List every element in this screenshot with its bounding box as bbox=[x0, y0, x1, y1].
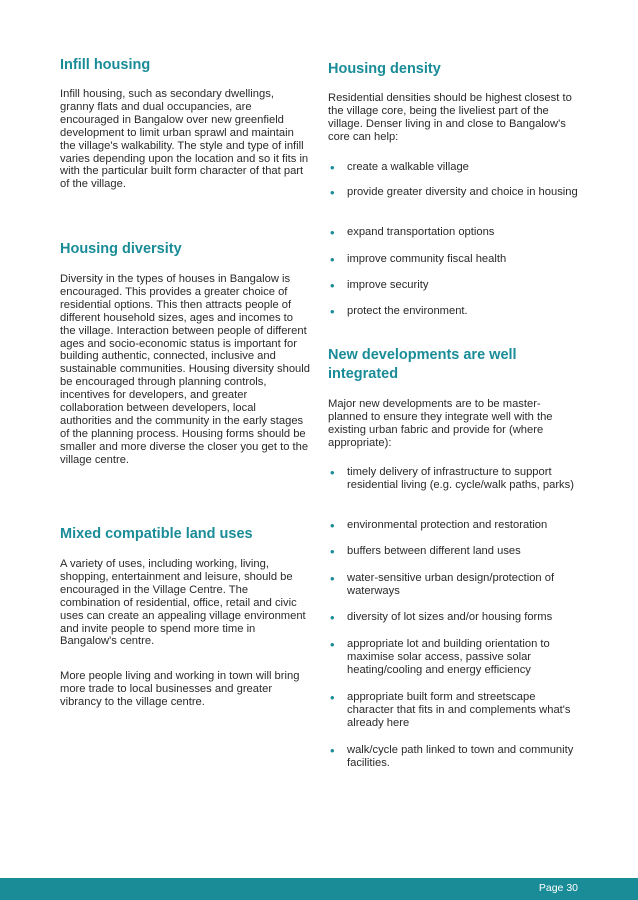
list-item: • water-sensitive urban design/protection of waterways bbox=[330, 571, 555, 598]
bullet-icon: • bbox=[330, 544, 335, 559]
list-item: • environmental protection and restoration bbox=[330, 518, 548, 533]
list-item: • appropriate lot and building orientation to maximise solar access, passive solar heating/cooling and energy efficiency bbox=[330, 637, 550, 677]
bullet-icon: • bbox=[330, 278, 335, 293]
list-item: • buffers between different land uses bbox=[330, 544, 521, 559]
diversity-body: Diversity in the types of houses in Bangalow is encouraged. This provides a greater choice of residential options. This then attracts people of different household sizes, ages and incomes to the village. Interaction between people of different ages and socio-economic status is important for building authentic, connected, inclusive and sustainable communities. Housing diversity should be encouraged through planning controls, incentives for developers, and greater collaboration between developers, local authorities and the community in the early stages of the planning process. Housing forms should be smaller and more diverse the closer you get to the village centre. bbox=[60, 273, 310, 466]
list-item: • diversity of lot sizes and/or housing forms bbox=[330, 610, 553, 625]
diversity-heading: Housing diversity bbox=[60, 241, 182, 257]
bullet-icon: • bbox=[330, 690, 335, 705]
list-item: • provide greater diversity and choice in housing bbox=[330, 185, 578, 200]
mixed-heading: Mixed compatible land uses bbox=[60, 526, 253, 542]
bullet-icon: • bbox=[330, 252, 335, 267]
list-item: • create a walkable village bbox=[330, 160, 469, 175]
list-item: • improve community fiscal health bbox=[330, 252, 507, 267]
density-body: Residential densities should be highest closest to the village core, being the liveliest part of the village. Denser living in and close to Bangalow's core can help: bbox=[328, 92, 572, 143]
bullet-icon: • bbox=[330, 610, 335, 625]
list-item: • timely delivery of infrastructure to support residential living (e.g. cycle/walk paths, parks) bbox=[330, 465, 574, 492]
list-item: • protect the environment. bbox=[330, 304, 468, 319]
bullet-icon: • bbox=[330, 743, 335, 758]
list-item: • improve security bbox=[330, 278, 429, 293]
bullet-icon: • bbox=[330, 571, 335, 586]
mixed-body-1: A variety of uses, including working, living, shopping, entertainment and leisure, should be encouraged in the Village Centre. The combination of residential, office, retail and civic uses can create an appealing village environment and invite people to spend more time in Bangalow's centre. bbox=[60, 558, 306, 648]
footer-bar bbox=[0, 878, 638, 900]
infill-body: Infill housing, such as secondary dwellings, granny flats and dual occupancies, are encouraged in Bangalow over new greenfield development to limit urban sprawl and maintain the village's walkability. The style and type of infill varies depending upon the location and so it fits in with the particular built form character of that part of the village. bbox=[60, 88, 309, 191]
developments-body: Major new developments are to be master-planned to ensure they integrate well with the existing urban fabric and provide for (where appropriate): bbox=[328, 398, 553, 449]
infill-heading: Infill housing bbox=[60, 57, 151, 73]
bullet-icon: • bbox=[330, 465, 335, 480]
bullet-icon: • bbox=[330, 637, 335, 652]
developments-heading: New developments are well integrated bbox=[328, 347, 517, 382]
list-item: • walk/cycle path linked to town and community facilities. bbox=[330, 743, 574, 770]
list-item: • appropriate built form and streetscape character that fits in and complements what's already here bbox=[330, 690, 571, 730]
list-item: • expand transportation options bbox=[330, 225, 495, 240]
bullet-icon: • bbox=[330, 304, 335, 319]
bullet-icon: • bbox=[330, 185, 335, 200]
bullet-icon: • bbox=[330, 518, 335, 533]
mixed-body-2: More people living and working in town will bring more trade to local businesses and greater vibrancy to the village centre. bbox=[60, 670, 300, 708]
bullet-icon: • bbox=[330, 160, 335, 175]
bullet-icon: • bbox=[330, 225, 335, 240]
density-heading: Housing density bbox=[328, 61, 441, 77]
page-number: Page 30 bbox=[538, 882, 578, 894]
